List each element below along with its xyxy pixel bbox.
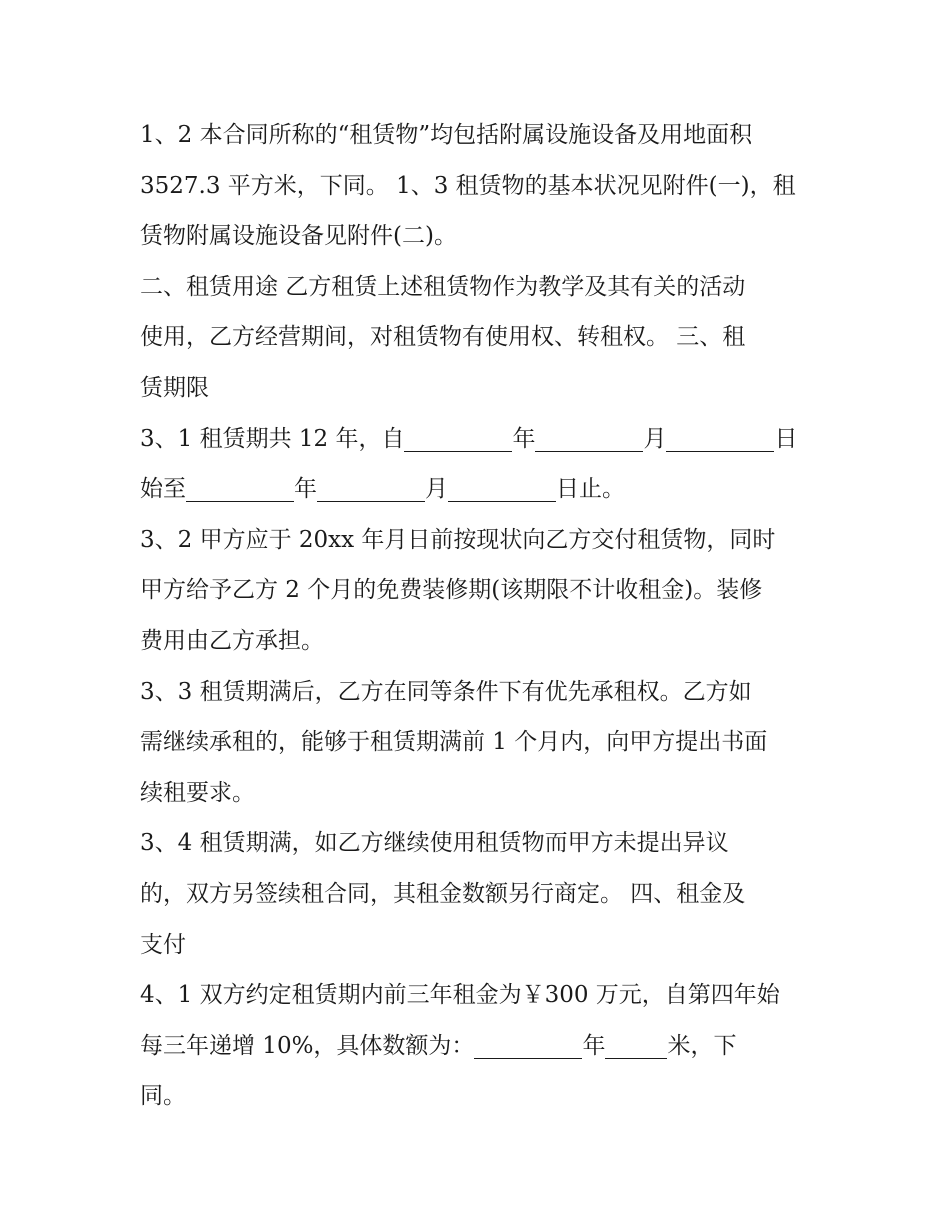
text-line: 的，双方另签续租合同，其租金数额另行商定。 四、租金及 [140, 880, 746, 907]
text-line: 同。 [140, 1083, 186, 1110]
text-segment: 3、1 租赁期共 12 年，自 [140, 425, 405, 452]
text-line: 甲方给予乙方 2 个月的免费装修期(该期限不计收租金)。装修 [140, 577, 763, 604]
text-line: 3527.3 平方米，下同。 1、3 租赁物的基本状况见附件(一)，租 [140, 172, 796, 199]
text-segment: 月 [643, 425, 667, 452]
text-line: 3、2 甲方应于 20xx 年月日前按现状向乙方交付租赁物，同时 [140, 526, 776, 553]
text-segment: 月 [425, 476, 448, 503]
text-segment: 年 [512, 425, 536, 452]
text-segment: 日 [774, 425, 798, 452]
fill-blank [448, 471, 556, 502]
text-segment: 米，下 [667, 1032, 737, 1059]
fill-blank [666, 421, 774, 452]
text-line: 二、租赁用途 乙方租赁上述租赁物作为教学及其有关的活动 [140, 273, 746, 300]
fill-blank [317, 471, 425, 502]
contract-text [140, 110, 820, 1122]
text-segment: 始至 [140, 476, 186, 503]
fill-blank [186, 471, 294, 502]
text-segment: 日止。 [556, 476, 625, 503]
text-line: 费用由乙方承担。 [140, 627, 324, 654]
text-line: 赁物附属设施设备见附件(二)。 [140, 223, 457, 250]
lease-term-end-line [140, 464, 820, 515]
text-segment: 年 [294, 476, 317, 503]
text-line: 3、4 租赁期满，如乙方继续使用租赁物而甲方未提出异议 [140, 830, 729, 857]
fill-blank [404, 421, 512, 452]
fill-blank [605, 1028, 667, 1059]
lease-term-start-line [140, 414, 820, 465]
text-line: 赁期限 [140, 374, 209, 401]
text-line: 使用，乙方经营期间，对租赁物有使用权、转租权。 三、租 [140, 324, 746, 351]
text-line: 4、1 双方约定租赁期内前三年租金为￥300 万元，自第四年始 [140, 982, 780, 1009]
text-line: 支付 [140, 931, 186, 958]
text-line: 需继续承租的，能够于租赁期满前 1 个月内，向甲方提出书面 [140, 729, 768, 756]
rent-amount-line [140, 1021, 820, 1072]
fill-blank [474, 1028, 582, 1059]
text-segment: 年 [582, 1032, 606, 1059]
text-line: 1、2 本合同所称的“租赁物”均包括附属设施设备及用地面积 [140, 122, 753, 148]
fill-blank [535, 421, 643, 452]
text-segment: 每三年递增 10%，具体数额为： [140, 1032, 475, 1059]
text-line: 续租要求。 [140, 779, 255, 806]
text-line: 3、3 租赁期满后，乙方在同等条件下有优先承租权。乙方如 [140, 678, 752, 705]
